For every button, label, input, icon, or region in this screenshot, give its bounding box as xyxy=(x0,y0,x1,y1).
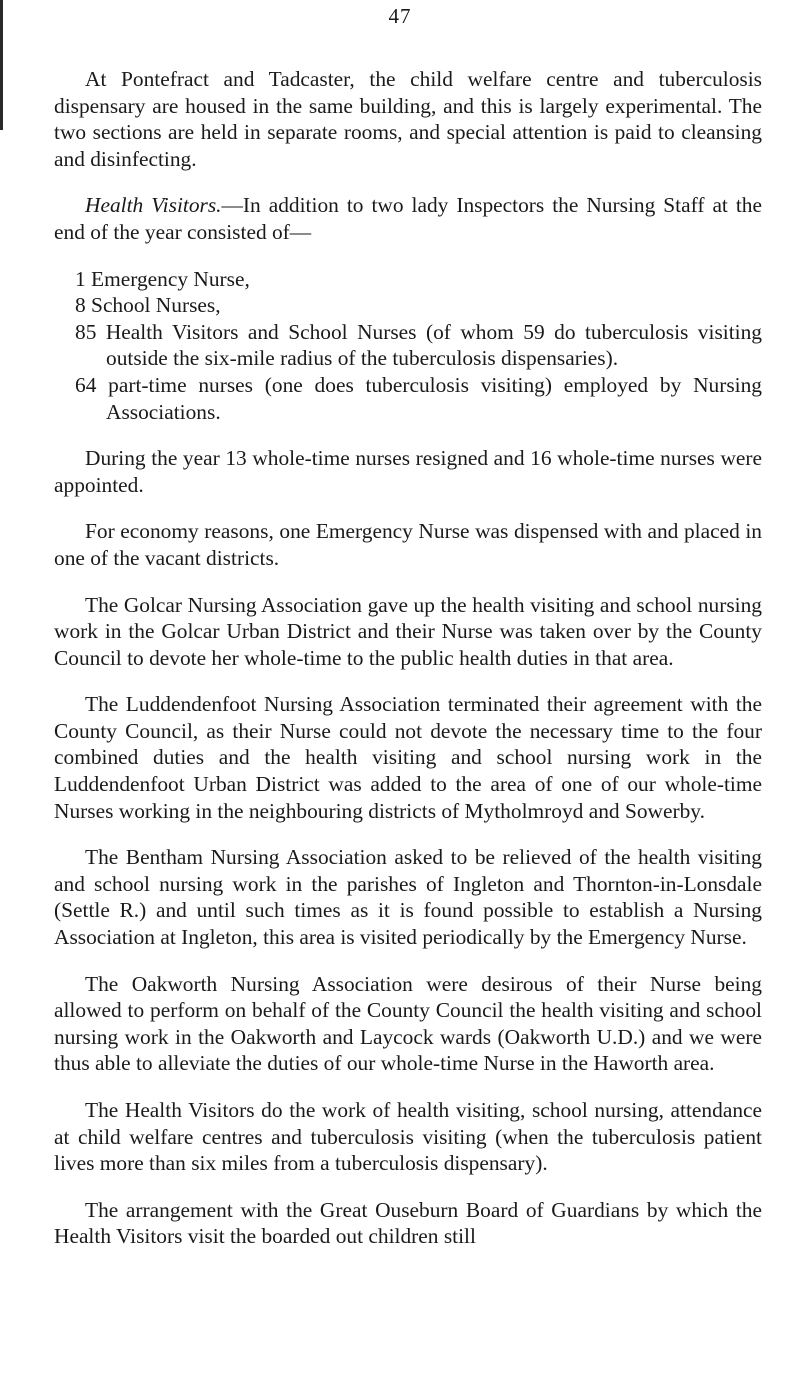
paragraph-luddendenfoot: The Luddendenfoot Nursing Association terminated their agreement with the County Council, as their Nurse could not devote the necessary time to the four combined duties and the health visiting and school nursing work in the Luddendenfoot Urban District was added to the area of one of our whole-time Nurses working in the neighbouring districts of Mytholmroyd and Sowerby. xyxy=(54,692,762,823)
staff-list-item: 8 School Nurses, xyxy=(75,293,221,318)
page-number: 47 xyxy=(388,4,412,28)
staff-list-item: 64 part-time nurses (one does tuberculosis visiting) employed by Nursing Associations. xyxy=(75,372,762,424)
staff-list-item: 85 Health Visitors and School Nurses (of whom 59 do tuberculosis visiting outside the six-mile radius of the tuberculosis dispensaries). xyxy=(75,319,762,371)
paragraph-resignations: During the year 13 whole-time nurses resigned and 16 whole-time nurses were appointed. xyxy=(54,446,762,497)
paragraph-pontefract-tadcaster: At Pontefract and Tadcaster, the child welfare centre and tuberculosis dispensary are housed in the same building, and this is largely experimental. The two sections are held in separate rooms, and special attention is paid to cleansing and disinfecting. xyxy=(54,67,762,171)
nursing-staff-list xyxy=(54,266,762,426)
section-heading-health-visitors: Health Visitors. xyxy=(85,193,222,218)
paragraph-great-ouseburn: The arrangement with the Great Ouseburn Board of Guardians by which the Health Visitors visit the boarded out children still xyxy=(54,1197,762,1249)
paragraph-health-visitor-duties: The Health Visitors do the work of health visiting, school nursing, attendance at child welfare centres and tuberculosis visiting (when the tuberculosis patient lives more than six miles from a tuberculosis dispensary). xyxy=(54,1098,762,1176)
paragraph-bentham: The Bentham Nursing Association asked to be relieved of the health visiting and school nursing work in the parishes of Ingleton and Thornton-in-Lonsdale (Settle R.) and until such times as it is found possible to establish a Nursing Association at Ingleton, this area is visited periodically by the Emergency Nurse. xyxy=(54,845,762,950)
paragraph-economy: For economy reasons, one Emergency Nurse was dispensed with and placed in one of the vacant districts. xyxy=(54,519,762,570)
paragraph-health-visitors-text: —In addition to two lady Inspectors the Nursing Staff at the end of the year consisted of— xyxy=(54,193,762,244)
paragraph-oakworth: The Oakworth Nursing Association were desirous of their Nurse being allowed to perform on behalf of the County Council the health visiting and school nursing work in the Oakworth and Laycock wards (Oakworth U.D.) and we were thus able to alleviate the duties of our whole-time Nurse in the Haworth area. xyxy=(54,971,762,1076)
paragraph-health-visitors xyxy=(54,192,762,245)
paragraph-golcar: The Golcar Nursing Association gave up the health visiting and school nursing work in the Golcar Urban District and their Nurse was taken over by the County Council to devote her whole-time to the public health duties in that area. xyxy=(54,592,762,670)
page-body xyxy=(54,66,762,1270)
staff-list-item: 1 Emergency Nurse, xyxy=(75,266,250,291)
